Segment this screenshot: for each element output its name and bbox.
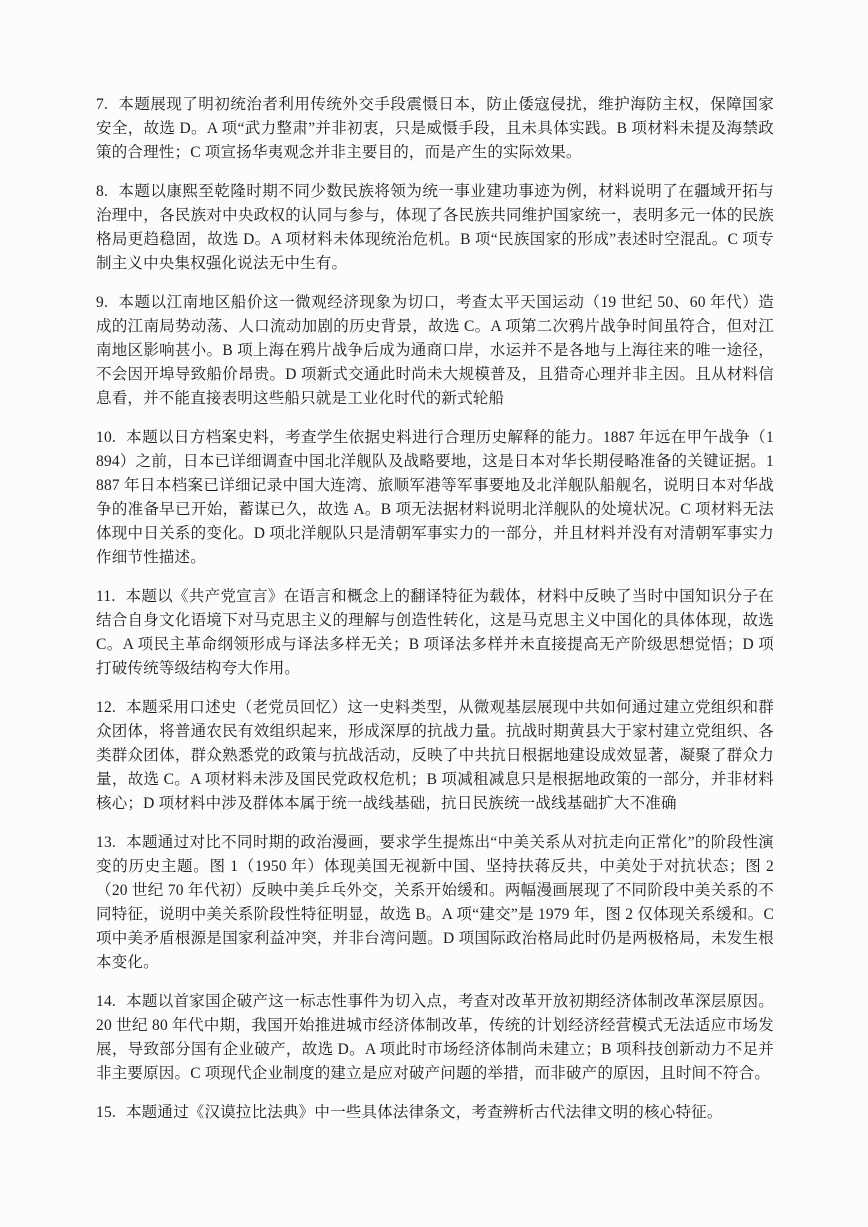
answer-paragraph-10 [96,426,774,570]
answer-text: 本题通过对比不同时期的政治漫画，要求学生提炼出“中美关系从对抗走向正常化”的阶段性演变的历史主题。图 1（1950 年）体现美国无视新中国、坚持扶蒋反共，中美处于对抗状态；图 2（20 世纪 70 年代初）反映中美乒乓外交，关系开始缓和。两幅漫画展现了不同阶段中美关系的不同特征，说明中美关系阶段性特征明显，故选 B。A 项“建交”是 1979 年，图 2 仅体现关系缓和。C 项中美矛盾根源是国家利益冲突，并非台湾问题。D 项国际政治格局此时仍是两极格局，未发生根本变化。 [96,834,774,971]
question-number: 12. [96,699,116,716]
answer-text: 本题以《共产党宣言》在语言和概念上的翻译特征为载体，材料中反映了当时中国知识分子在结合自身文化语境下对马克思主义的理解与创造性转化，这是马克思主义中国化的具体体现，故选 C。A 项民主革命纲领形成与译法多样无关；B 项译法多样并未直接提高无产阶级思想觉悟；D 项打破传统等级结构夸大作用。 [96,588,774,677]
answer-text: 本题以江南地区船价这一微观经济现象为切口，考查太平天国运动（19 世纪 50、60 年代）造成的江南局势动荡、人口流动加剧的历史背景，故选 C。A 项第二次鸦片战争时间虽符合，但对江南地区影响甚小。B 项上海在鸦片战争后成为通商口岸，水运并不是各地与上海往来的唯一途径，不会因开埠导致船价昂贵。D 项新式交通此时尚未大规模普及，且猎奇心理并非主因。且从材料信息看，并不能直接表明这些船只就是工业化时代的新式轮船 [96,294,774,407]
answer-text: 本题以首家国企破产这一标志性事件为切入点，考查对改革开放初期经济体制改革深层原因。20 世纪 80 年代中期，我国开始推进城市经济体制改革，传统的计划经济经营模式无法适应市场发展，导致部分国有企业破产，故选 D。A 项此时市场经济体制尚未建立；B 项科技创新动力不足并非主要原因。C 项现代企业制度的建立是应对破产问题的举措，而非破产的原因，且时间不符合。 [96,993,774,1082]
answer-paragraph-7 [96,93,774,165]
question-number: 11. [96,588,116,605]
question-number: 14. [96,993,116,1010]
question-number: 7. [96,96,109,113]
answer-text: 本题展现了明初统治者利用传统外交手段震慑日本，防止倭寇侵扰，维护海防主权，保障国家安全，故选 D。A 项“武力整肃”并非初衷，只是威慑手段，且未具体实践。B 项材料未提及海禁政策的合理性；C 项宣扬华夷观念并非主要目的，而是产生的实际效果。 [96,96,774,161]
answer-paragraph-8 [96,180,774,276]
question-number: 10. [96,429,116,446]
question-number: 15. [96,1104,116,1121]
question-number: 9. [96,294,109,311]
answer-paragraph-12 [96,696,774,816]
question-number: 13. [96,834,116,851]
answer-text: 本题以日方档案史料，考查学生依据史料进行合理历史解释的能力。1887 年远在甲午战争（1894）之前，日本已详细调查中国北洋舰队及战略要地，这是日本对华长期侵略准备的关键证据。1887 年日本档案已详细记录中国大连湾、旅顺军港等军事要地及北洋舰队船舰名，说明日本对华战争的准备早已开始，蓄谋已久，故选 A。B 项无法据材料说明北洋舰队的处境状况。C 项材料无法体现中日关系的变化。D 项北洋舰队只是清朝军事实力的一部分，并且材料并没有对清朝军事实力作细节性描述。 [96,429,774,566]
answer-text: 本题采用口述史（老党员回忆）这一史料类型，从微观基层展现中共如何通过建立党组织和群众团体，将普通农民有效组织起来，形成深厚的抗战力量。抗战时期黄县大于家村建立党组织、各类群众团体，群众熟悉党的政策与抗战活动，反映了中共抗日根据地建设成效显著，凝聚了群众力量，故选 C。A 项材料未涉及国民党政权危机；B 项减租减息只是根据地政策的一部分，并非材料核心；D 项材料中涉及群体本属于统一战线基础，抗日民族统一战线基础扩大不准确 [96,699,774,812]
question-number: 8. [96,183,109,200]
answer-text: 本题以康熙至乾隆时期不同少数民族将领为统一事业建功事迹为例，材料说明了在疆域开拓与治理中，各民族对中央政权的认同与参与，体现了各民族共同维护国家统一，表明多元一体的民族格局更趋稳固，故选 D。A 项材料未体现统治危机。B 项“民族国家的形成”表述时空混乱。C 项专制主义中央集权强化说法无中生有。 [96,183,774,272]
answer-paragraph-13 [96,831,774,975]
answer-paragraph-9 [96,291,774,411]
answer-paragraph-14 [96,990,774,1086]
answer-paragraph-11 [96,585,774,681]
answer-paragraph-15 [96,1101,774,1125]
answer-text: 本题通过《汉谟拉比法典》中一些具体法律条文，考查辨析古代法律文明的核心特征。 [125,1104,723,1121]
answer-explanations [96,93,774,1140]
